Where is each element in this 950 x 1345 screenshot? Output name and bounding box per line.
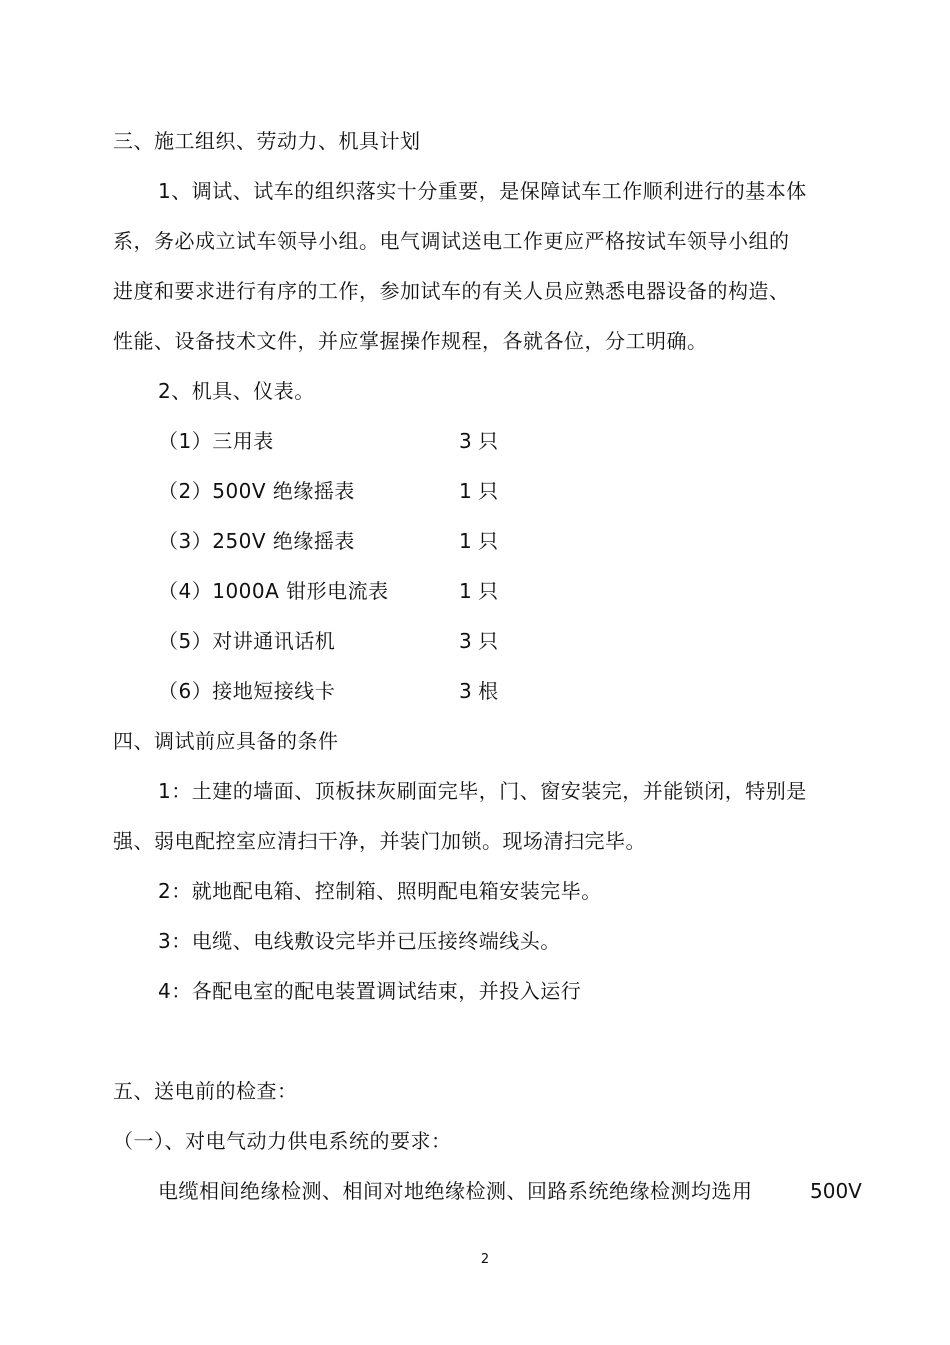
paragraph-1-line-1: 1、调试、试车的组织落实十分重要，是保障试车工作顺利进行的基本体 [158,179,807,203]
tool-item-qty: 1 只 [459,579,499,603]
insulation-test-text: 电缆相间绝缘检测、相间对地绝缘检测、回路系统绝缘检测均选用 [158,1179,753,1203]
tool-item-qty: 3 根 [459,679,499,703]
tool-item-name: （4）1000A 钳形电流表 [158,579,389,603]
page-number: 2 [480,1252,490,1267]
section-4-heading: 四、调试前应具备的条件 [113,729,339,753]
condition-4: 4：各配电室的配电装置调试结束，并投入运行 [158,979,582,1003]
tool-item-qty: 3 只 [459,629,499,653]
condition-1-line-1: 1：土建的墙面、顶板抹灰刷面完毕，门、窗安装完，并能锁闭，特别是 [158,779,807,803]
paragraph-1-line-3: 进度和要求进行有序的工作，参加试车的有关人员应熟悉电器设备的构造、 [113,279,790,303]
condition-1-line-2: 强、弱电配控室应清扫干净，并装门加锁。现场清扫完毕。 [113,829,646,853]
tool-item-name: （5）对讲通讯话机 [158,629,336,653]
subsection-1-heading: （一）、对电气动力供电系统的要求： [113,1129,452,1153]
tool-item-name: （3）250V 绝缘摇表 [158,529,355,553]
condition-3: 3：电缆、电线敷设完毕并已压接终端线头。 [158,929,561,953]
tool-item-name: （1）三用表 [158,429,274,453]
tools-heading: 2、机具、仪表。 [158,379,315,403]
tool-item-qty: 3 只 [459,429,499,453]
condition-2: 2：就地配电箱、控制箱、照明配电箱安装完毕。 [158,879,602,903]
tool-item-qty: 1 只 [459,479,499,503]
tool-item-name: （2）500V 绝缘摇表 [158,479,355,503]
tool-item-name: （6）接地短接线卡 [158,679,336,703]
paragraph-1-line-2: 系，务必成立试车领导小组。电气调试送电工作更应严格按试车领导小组的 [113,229,790,253]
tool-item-qty: 1 只 [459,529,499,553]
section-5-heading: 五、送电前的检查： [113,1079,298,1103]
section-3-heading: 三、施工组织、劳动力、机具计划 [113,129,421,153]
insulation-test-voltage: 500V [810,1179,862,1203]
paragraph-1-line-4: 性能、设备技术文件，并应掌握操作规程，各就各位，分工明确。 [113,329,708,353]
